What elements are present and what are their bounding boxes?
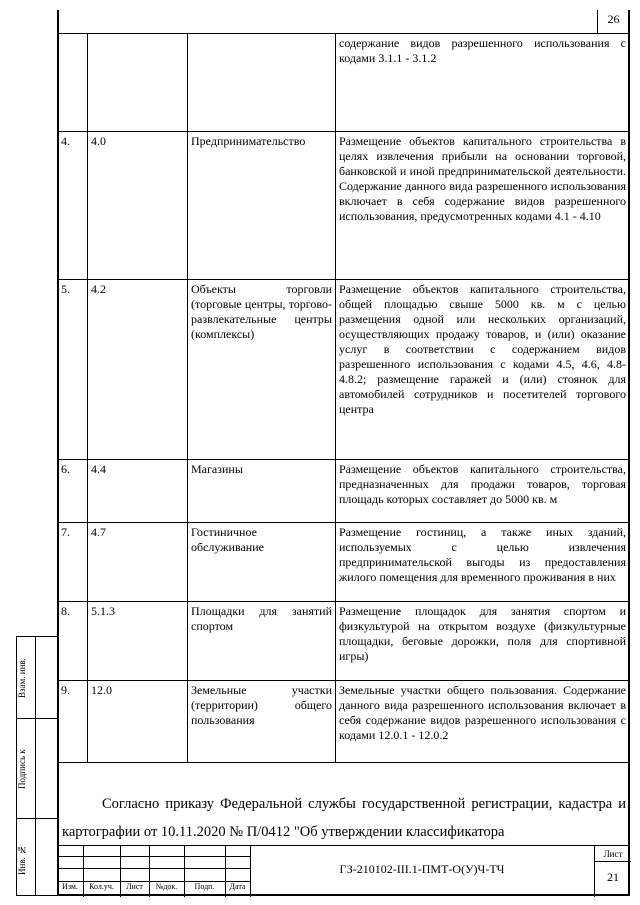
side-value-column [36, 636, 57, 896]
row-code: 12.0 [88, 681, 188, 763]
side-label-podpis: Подпись к [17, 749, 27, 789]
row-name [188, 34, 336, 132]
stamp-label-ndok: №док. [155, 882, 178, 891]
classifier-table [57, 33, 630, 763]
table-row [58, 280, 630, 460]
side-separator [16, 818, 57, 819]
stamp-label-podp: Подп. [194, 882, 215, 891]
row-number: 7. [58, 523, 88, 602]
table-row [58, 460, 630, 523]
table-row [58, 602, 630, 681]
row-description: Земельные участки общего пользования. Содержание данного вида разрешенного использования включает в себя содержание видов разрешенного использования с кодами 12.0.1 - 12.0.2 [336, 681, 630, 763]
row-name: Гостиничное обслуживание [188, 523, 336, 602]
row-name: Объекты торговли (торговые центры, торгово-развлекательные центры (комплексы) [188, 280, 336, 460]
row-description: Размещение площадок для занятия спортом и физкультурой на открытом воздухе (физкультурные площадки, беговые дорожки, поля для спортивной игры) [336, 602, 630, 681]
row-number: 6. [58, 460, 88, 523]
row-description: Размещение объектов капитального строительства, общей площадью свыше 5000 кв. м с целью размещения одной или нескольких организаций, осуществляющих продажу товаров, и (или) оказание услуг в соответствии с содержанием видов разрешенного использования с кодами 4.5, 4.6, 4.8-4.8.2; размещение гаражей и (или) стоянок для автомобилей сотрудников и посетителей торгового центра [336, 280, 630, 460]
table-row [58, 34, 630, 132]
row-number: 8. [58, 602, 88, 681]
row-description: Размещение гостиниц, а также иных зданий, используемых с целью извлечения предпринимательской выгоды из предоставления жилого помещения для временного проживания в них [336, 523, 630, 602]
row-description: Размещение объектов капитального строительства, предназначенных для продажи товаров, торговая площадь которых составляет до 5000 кв. м [336, 460, 630, 523]
stamp-label-data: Дата [229, 882, 246, 891]
row-number: 4. [58, 132, 88, 280]
table-row [58, 132, 630, 280]
title-block [57, 845, 630, 897]
stamp-label-kol: Кол.уч. [89, 882, 114, 891]
row-number: 9. [58, 681, 88, 763]
sheet-box [594, 846, 631, 897]
stamp-labels [57, 882, 250, 896]
row-description: содержание видов разрешенного использования с кодами 3.1.1 - 3.1.2 [336, 34, 630, 132]
row-name: Магазины [188, 460, 336, 523]
table-row [58, 523, 630, 602]
row-number: 5. [58, 280, 88, 460]
table-row [58, 681, 630, 763]
stamp-label-list: Лист [126, 882, 143, 891]
sheet-label: Лист [595, 849, 631, 862]
stamp-row-line [57, 856, 250, 857]
top-page-number-box [597, 10, 629, 34]
row-code [88, 34, 188, 132]
sheet-number: 21 [607, 870, 619, 884]
row-code: 4.7 [88, 523, 188, 602]
row-code: 5.1.3 [88, 602, 188, 681]
row-description: Размещение объектов капитального строительства в целях извлечения прибыли на основании торговой, банковской и иной предпринимательской деятельности. Содержание данного вида разрешенного использования включает в себя содержание видов разрешенного использования, предусмотренных кодами 4.1 - 4.10 [336, 132, 630, 280]
side-label-vzam: Взам. инв. [17, 658, 27, 698]
side-label-inv: Инв. № [17, 844, 27, 876]
row-name: Земельные участки (территории) общего пользования [188, 681, 336, 763]
stamp-row-line [57, 868, 250, 869]
stamp-col-line [250, 846, 251, 897]
top-page-number: 26 [607, 12, 620, 26]
body-paragraph: Согласно приказу Федеральной службы государственной регистрации, кадастра и картографии от 10.11.2020 № П/0412 "Об утверждении классификатора [62, 796, 626, 840]
row-code: 4.0 [88, 132, 188, 280]
stamp-label-izm: Изм. [62, 882, 78, 891]
row-name: Предпринимательство [188, 132, 336, 280]
side-margin-block [16, 636, 57, 896]
row-name: Площадки для занятий спортом [188, 602, 336, 681]
side-separator [16, 718, 57, 719]
document-code: ГЗ-210102-III.1-ПМТ-О(У)Ч-ТЧ [339, 862, 505, 876]
row-code: 4.4 [88, 460, 188, 523]
row-number [58, 34, 88, 132]
row-code: 4.2 [88, 280, 188, 460]
